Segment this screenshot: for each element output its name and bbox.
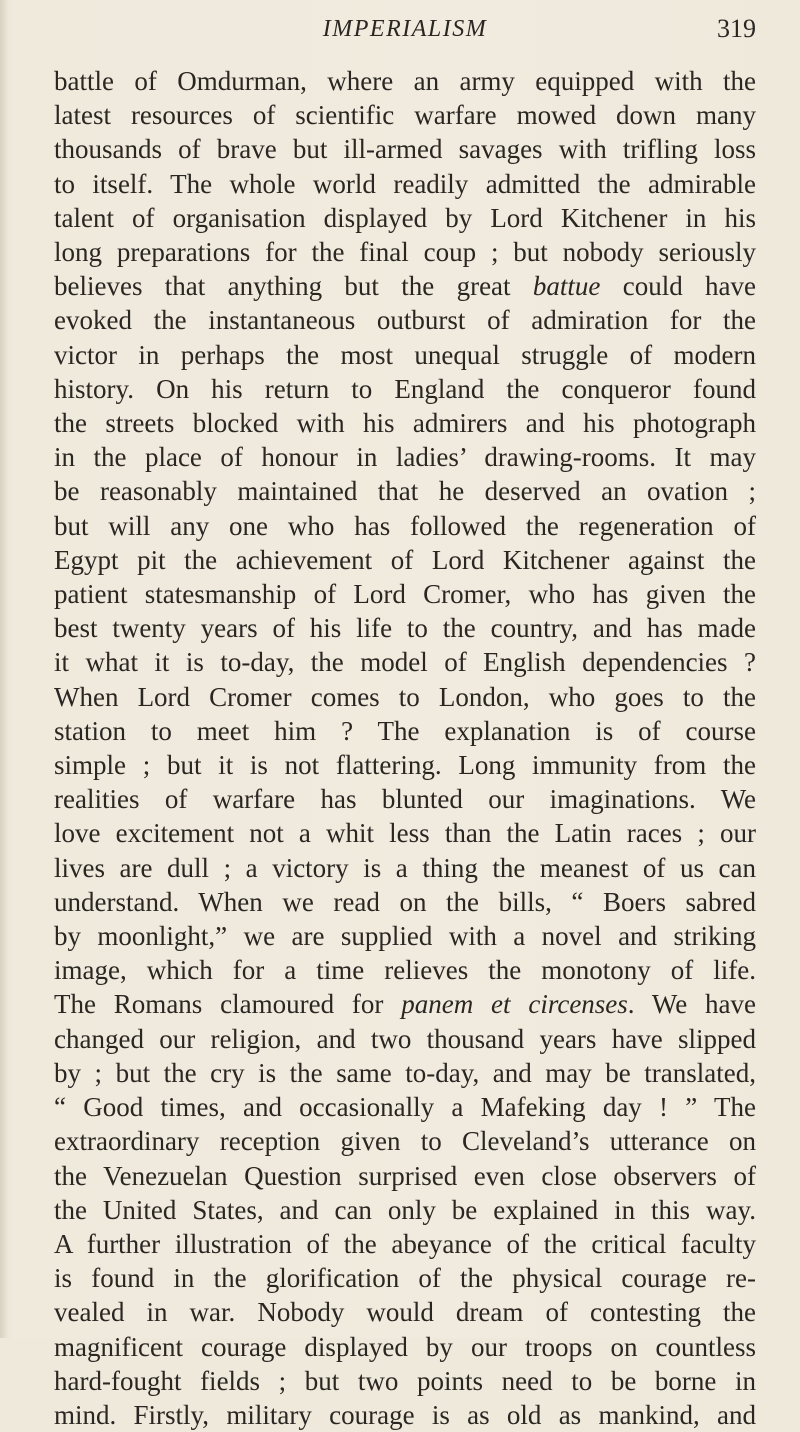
text-line: the streets blocked with his admirers and his photograph	[54, 408, 756, 439]
text-line: vealed in war. Nobody would dream of contesting the	[54, 1297, 756, 1328]
text-line	[54, 269, 756, 303]
text-line: to itself. The whole world readily admitted the admirable	[54, 168, 756, 199]
text-line: patient statesmanship of Lord Cromer, who has given the	[54, 579, 756, 610]
text-line: When Lord Cromer comes to London, who goes to the	[54, 681, 756, 712]
text-line: long preparations for the final coup ; but nobody seriously	[54, 237, 756, 268]
text-line: battle of Omdurman, where an army equipped with the	[54, 66, 756, 96]
spine-shadow	[0, 0, 8, 1338]
text-line: understand. When we read on the bills, “ Boers sabred	[54, 886, 756, 917]
text-line: victor in perhaps the most unequal struggle of modern	[54, 339, 756, 370]
text-line: realities of warfare has blunted our imaginations. We	[54, 784, 756, 815]
text-line: changed our religion, and two thousand years have slipped	[54, 1023, 756, 1054]
page-number: 319	[717, 14, 756, 43]
text-line: image, which for a time relieves the monotony of life.	[54, 955, 756, 986]
text-line: hard-fought fields ; but two points need to be borne in	[54, 1365, 756, 1396]
body-text	[54, 64, 756, 1432]
running-head	[54, 10, 756, 50]
text-line: in the place of honour in ladies’ drawing-rooms. It may	[54, 442, 756, 473]
text-line: extraordinary reception given to Cleveland’s utterance on	[54, 1126, 756, 1157]
text-line: it what it is to-day, the model of English dependencies ?	[54, 647, 756, 678]
text-line: A further illustration of the abeyance of the critical faculty	[54, 1228, 756, 1259]
text-segment: . We have	[627, 989, 756, 1020]
text-line: history. On his return to England the conqueror found	[54, 373, 756, 404]
text-segment: The Romans clamoured for	[54, 989, 402, 1020]
text-line	[54, 987, 756, 1021]
italic-phrase: panem et circenses	[401, 989, 628, 1020]
text-line: mind. Firstly, military courage is as old as mankind, and	[54, 1399, 756, 1430]
text-line: the United States, and can only be explained in this way.	[54, 1194, 756, 1225]
text-line: love excitement not a whit less than the Latin races ; our	[54, 818, 756, 849]
text-line: by moonlight,” we are supplied with a novel and striking	[54, 921, 756, 952]
text-line: latest resources of scientific warfare mowed down many	[54, 100, 756, 131]
text-line: “ Good times, and occasionally a Mafeking day ! ” The	[54, 1092, 756, 1123]
text-line: but will any one who has followed the regeneration of	[54, 510, 756, 541]
text-line: thousands of brave but ill-armed savages with trifling loss	[54, 134, 756, 165]
text-line: the Venezuelan Question surprised even close observers of	[54, 1160, 756, 1191]
text-line: Egypt pit the achievement of Lord Kitchener against the	[54, 544, 756, 575]
text-segment: believes that anything but the great	[54, 271, 533, 302]
text-line: talent of organisation displayed by Lord Kitchener in his	[54, 202, 756, 233]
text-line: evoked the instantaneous outburst of admiration for the	[54, 305, 756, 336]
text-line: is found in the glorification of the physical courage re-	[54, 1263, 756, 1294]
running-title: IMPERIALISM	[322, 16, 488, 42]
text-line: simple ; but it is not flattering. Long immunity from the	[54, 750, 756, 781]
text-line: be reasonably maintained that he deserved an ovation ;	[54, 476, 756, 507]
text-line: station to meet him ? The explanation is of course	[54, 715, 756, 746]
italic-phrase: battue	[532, 271, 601, 302]
text-line: magnificent courage displayed by our troops on countless	[54, 1331, 756, 1362]
text-line: best twenty years of his life to the country, and has made	[54, 613, 756, 644]
text-line: by ; but the cry is the same to-day, and may be translated,	[54, 1057, 756, 1088]
text-segment: could have	[600, 271, 756, 302]
text-line: lives are dull ; a victory is a thing the meanest of us can	[54, 852, 756, 883]
